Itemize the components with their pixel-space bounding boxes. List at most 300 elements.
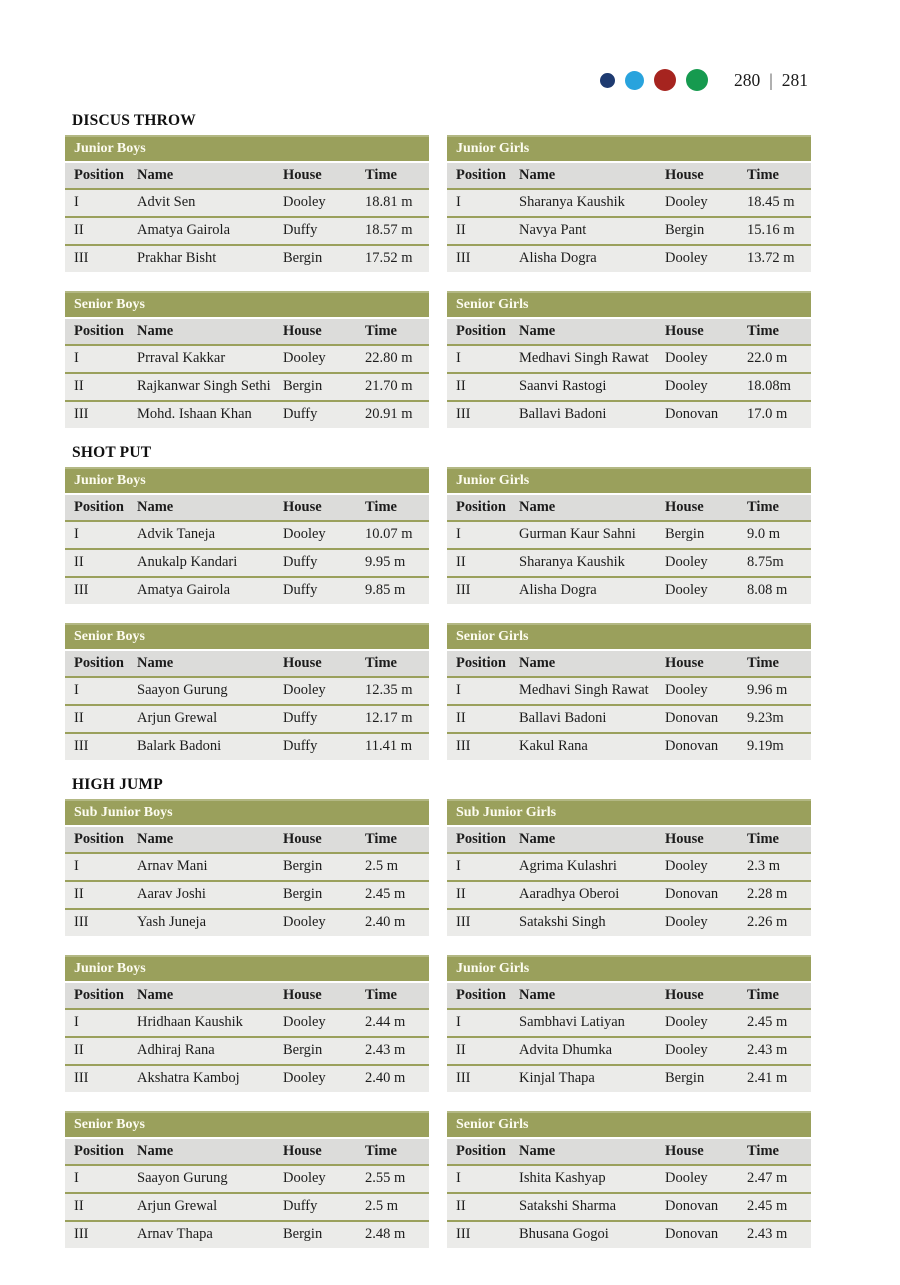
column-header-time: Time <box>365 323 397 339</box>
cell-house: Bergin <box>283 1042 323 1058</box>
cell-house: Dooley <box>283 350 326 366</box>
column-header-house: House <box>283 167 322 183</box>
table-header-row <box>65 319 429 344</box>
table-row <box>447 1192 811 1220</box>
table-header-row <box>447 163 811 188</box>
column-header-house: House <box>665 167 704 183</box>
column-header-position: Position <box>456 499 506 515</box>
column-header-time: Time <box>365 167 397 183</box>
cell-time: 9.95 m <box>365 554 406 570</box>
column-header-name: Name <box>137 831 174 847</box>
column-header-name: Name <box>519 655 556 671</box>
cell-name: Amatya Gairola <box>137 222 231 238</box>
cell-name: Alisha Dogra <box>519 250 597 266</box>
column-header-house: House <box>283 1143 322 1159</box>
cell-position: I <box>456 1014 461 1030</box>
cell-name: Amatya Gairola <box>137 582 231 598</box>
cell-name: Advit Sen <box>137 194 196 210</box>
table-title: Sub Junior Boys <box>65 799 429 825</box>
cell-position: III <box>74 250 89 266</box>
cell-name: Advik Taneja <box>137 526 216 542</box>
column-header-house: House <box>283 499 322 515</box>
table-title: Junior Girls <box>447 467 811 493</box>
column-header-house: House <box>283 987 322 1003</box>
results-table <box>447 799 811 936</box>
column-header-name: Name <box>519 323 556 339</box>
table-row <box>447 880 811 908</box>
cell-house: Duffy <box>283 738 318 754</box>
page-corner-header <box>600 69 808 91</box>
results-table <box>65 135 429 272</box>
cell-name: Saanvi Rastogi <box>519 378 607 394</box>
cell-time: 9.85 m <box>365 582 406 598</box>
table-row <box>447 908 811 936</box>
page-number-right: 281 <box>781 69 808 90</box>
table-row <box>65 188 429 216</box>
column-header-house: House <box>283 655 322 671</box>
cell-time: 2.40 m <box>365 914 406 930</box>
cell-house: Dooley <box>665 582 708 598</box>
table-title: Senior Boys <box>65 623 429 649</box>
cell-time: 22.0 m <box>747 350 788 366</box>
cell-time: 2.48 m <box>365 1226 406 1242</box>
cell-house: Donovan <box>665 1226 719 1242</box>
cell-time: 2.3 m <box>747 858 781 874</box>
cell-name: Medhavi Singh Rawat <box>519 350 649 366</box>
cell-time: 2.43 m <box>747 1042 788 1058</box>
cell-time: 12.35 m <box>365 682 413 698</box>
cell-house: Bergin <box>283 858 323 874</box>
column-header-time: Time <box>365 987 397 1003</box>
table-row <box>65 1036 429 1064</box>
cell-time: 2.28 m <box>747 886 788 902</box>
column-header-time: Time <box>365 831 397 847</box>
cell-position: III <box>74 1070 89 1086</box>
table-row <box>447 188 811 216</box>
column-header-time: Time <box>747 323 779 339</box>
table-title: Senior Boys <box>65 1111 429 1137</box>
cell-house: Dooley <box>283 194 326 210</box>
table-title: Junior Boys <box>65 135 429 161</box>
table-row <box>65 548 429 576</box>
column-header-position: Position <box>456 655 506 671</box>
table-row <box>65 520 429 548</box>
cell-position: II <box>74 1198 84 1214</box>
cell-house: Dooley <box>665 858 708 874</box>
cell-position: III <box>74 406 89 422</box>
results-content <box>65 112 810 1264</box>
cell-time: 17.0 m <box>747 406 788 422</box>
column-header-position: Position <box>74 323 124 339</box>
cell-time: 8.08 m <box>747 582 788 598</box>
cell-name: Sharanya Kaushik <box>519 554 625 570</box>
cell-position: I <box>74 194 79 210</box>
table-row <box>65 1064 429 1092</box>
cell-time: 20.91 m <box>365 406 413 422</box>
cell-position: I <box>74 1170 79 1186</box>
cell-house: Duffy <box>283 582 318 598</box>
cell-time: 9.96 m <box>747 682 788 698</box>
cell-name: Saayon Gurung <box>137 682 228 698</box>
column-header-name: Name <box>137 323 174 339</box>
cell-name: Alisha Dogra <box>519 582 597 598</box>
cell-name: Satakshi Singh <box>519 914 606 930</box>
cell-position: II <box>74 222 84 238</box>
cell-house: Donovan <box>665 738 719 754</box>
table-header-row <box>65 1139 429 1164</box>
cell-house: Dooley <box>665 914 708 930</box>
cell-house: Dooley <box>283 1170 326 1186</box>
cell-name: Gurman Kaur Sahni <box>519 526 636 542</box>
column-header-name: Name <box>137 655 174 671</box>
event-section <box>65 444 810 760</box>
cell-name: Prraval Kakkar <box>137 350 226 366</box>
table-header-row <box>65 495 429 520</box>
table-row <box>65 244 429 272</box>
table-header-row <box>447 983 811 1008</box>
dark-red-dot <box>654 69 676 91</box>
column-header-time: Time <box>747 1143 779 1159</box>
cell-house: Duffy <box>283 406 318 422</box>
event-section <box>65 112 810 428</box>
cell-position: I <box>456 194 461 210</box>
cell-house: Dooley <box>665 554 708 570</box>
cell-name: Medhavi Singh Rawat <box>519 682 649 698</box>
column-header-house: House <box>665 323 704 339</box>
cell-name: Arnav Thapa <box>137 1226 213 1242</box>
column-header-name: Name <box>519 499 556 515</box>
cell-position: III <box>74 914 89 930</box>
cell-house: Duffy <box>283 554 318 570</box>
section-title: DISCUS THROW <box>72 112 196 129</box>
column-header-position: Position <box>456 831 506 847</box>
column-header-house: House <box>283 323 322 339</box>
column-header-position: Position <box>74 1143 124 1159</box>
section-title: HIGH JUMP <box>72 776 163 793</box>
cell-position: III <box>456 1226 471 1242</box>
column-header-house: House <box>283 831 322 847</box>
cell-name: Sambhavi Latiyan <box>519 1014 625 1030</box>
table-row <box>447 548 811 576</box>
table-row <box>65 908 429 936</box>
cell-position: I <box>74 350 79 366</box>
cell-name: Aarav Joshi <box>137 886 206 902</box>
cell-time: 2.40 m <box>365 1070 406 1086</box>
cell-time: 22.80 m <box>365 350 413 366</box>
cell-name: Bhusana Gogoi <box>519 1226 609 1242</box>
cell-time: 2.41 m <box>747 1070 788 1086</box>
column-header-position: Position <box>456 323 506 339</box>
cell-name: Aaradhya Oberoi <box>519 886 620 902</box>
column-header-position: Position <box>74 499 124 515</box>
column-header-time: Time <box>747 499 779 515</box>
cell-house: Dooley <box>665 682 708 698</box>
cell-name: Advita Dhumka <box>519 1042 613 1058</box>
cell-position: III <box>74 582 89 598</box>
cell-time: 10.07 m <box>365 526 413 542</box>
results-table <box>65 955 429 1092</box>
column-header-name: Name <box>137 987 174 1003</box>
cell-position: I <box>74 1014 79 1030</box>
cell-position: I <box>456 350 461 366</box>
cell-time: 2.55 m <box>365 1170 406 1186</box>
cell-house: Bergin <box>283 378 323 394</box>
results-table <box>447 623 811 760</box>
table-row <box>447 852 811 880</box>
cell-house: Bergin <box>665 526 705 542</box>
cell-position: I <box>456 858 461 874</box>
cell-time: 2.43 m <box>365 1042 406 1058</box>
table-row <box>447 1164 811 1192</box>
corner-dots <box>600 69 708 91</box>
table-row <box>447 1220 811 1248</box>
cell-name: Ballavi Badoni <box>519 710 607 726</box>
cell-time: 2.44 m <box>365 1014 406 1030</box>
page-number-left: 280 <box>733 69 761 90</box>
cell-time: 21.70 m <box>365 378 413 394</box>
column-header-name: Name <box>519 1143 556 1159</box>
cell-name: Hridhaan Kaushik <box>137 1014 243 1030</box>
table-header-row <box>447 319 811 344</box>
cell-name: Prakhar Bisht <box>137 250 217 266</box>
table-row <box>65 216 429 244</box>
cell-time: 18.81 m <box>365 194 413 210</box>
column-header-time: Time <box>747 167 779 183</box>
cell-house: Dooley <box>283 1070 326 1086</box>
section-title: SHOT PUT <box>72 444 152 461</box>
column-header-name: Name <box>137 499 174 515</box>
cell-house: Donovan <box>665 710 719 726</box>
table-header-row <box>65 983 429 1008</box>
table-row <box>65 372 429 400</box>
cell-time: 8.75m <box>747 554 784 570</box>
table-row <box>65 704 429 732</box>
cell-time: 9.19m <box>747 738 784 754</box>
column-header-house: House <box>665 499 704 515</box>
column-header-time: Time <box>365 499 397 515</box>
cell-name: Mohd. Ishaan Khan <box>137 406 252 422</box>
cell-house: Bergin <box>665 222 705 238</box>
table-row <box>447 344 811 372</box>
cell-position: III <box>74 738 89 754</box>
cell-time: 9.0 m <box>747 526 781 542</box>
cell-time: 2.5 m <box>365 1198 399 1214</box>
column-header-position: Position <box>456 987 506 1003</box>
cell-house: Dooley <box>665 1042 708 1058</box>
cell-house: Dooley <box>665 250 708 266</box>
table-title: Senior Boys <box>65 291 429 317</box>
table-pair <box>65 799 810 936</box>
table-row <box>447 1064 811 1092</box>
table-header-row <box>447 495 811 520</box>
table-title: Junior Girls <box>447 135 811 161</box>
column-header-position: Position <box>74 987 124 1003</box>
cell-house: Dooley <box>283 526 326 542</box>
cell-time: 2.43 m <box>747 1226 788 1242</box>
results-table <box>65 1111 429 1248</box>
column-header-time: Time <box>365 1143 397 1159</box>
table-row <box>447 400 811 428</box>
cell-name: Balark Badoni <box>137 738 222 754</box>
table-row <box>65 732 429 760</box>
results-table <box>65 467 429 604</box>
cell-position: II <box>74 378 84 394</box>
column-header-position: Position <box>456 167 506 183</box>
cell-position: II <box>456 710 466 726</box>
table-row <box>65 880 429 908</box>
cell-house: Donovan <box>665 406 719 422</box>
column-header-name: Name <box>137 1143 174 1159</box>
table-pair <box>65 955 810 1092</box>
column-header-time: Time <box>747 831 779 847</box>
table-row <box>447 576 811 604</box>
cell-name: Arnav Mani <box>137 858 208 874</box>
table-title: Sub Junior Girls <box>447 799 811 825</box>
table-pair <box>65 1111 810 1248</box>
cell-position: I <box>456 682 461 698</box>
table-title: Junior Girls <box>447 955 811 981</box>
cell-position: III <box>456 738 471 754</box>
cell-time: 17.52 m <box>365 250 413 266</box>
cell-position: III <box>456 582 471 598</box>
cell-position: I <box>456 1170 461 1186</box>
table-title: Junior Boys <box>65 467 429 493</box>
cell-name: Yash Juneja <box>137 914 207 930</box>
table-row <box>65 1164 429 1192</box>
cell-house: Donovan <box>665 1198 719 1214</box>
column-header-house: House <box>665 831 704 847</box>
cell-house: Bergin <box>283 250 323 266</box>
event-section <box>65 776 810 1248</box>
results-table <box>65 291 429 428</box>
cell-time: 2.5 m <box>365 858 399 874</box>
table-header-row <box>65 651 429 676</box>
cell-position: I <box>74 858 79 874</box>
table-row <box>447 676 811 704</box>
page-number-separator: | <box>769 69 773 90</box>
cell-position: I <box>456 526 461 542</box>
cell-position: II <box>74 554 84 570</box>
table-row <box>447 372 811 400</box>
table-row <box>65 1192 429 1220</box>
table-row <box>447 1008 811 1036</box>
table-row <box>447 732 811 760</box>
cell-time: 2.26 m <box>747 914 788 930</box>
cell-time: 2.47 m <box>747 1170 788 1186</box>
navy-dot <box>600 73 615 88</box>
page-numbers <box>734 70 808 91</box>
cell-position: II <box>74 710 84 726</box>
cell-name: Rajkanwar Singh Sethi <box>137 378 271 394</box>
cell-name: Akshatra Kamboj <box>137 1070 240 1086</box>
table-row <box>65 344 429 372</box>
table-row <box>65 1220 429 1248</box>
cell-name: Sharanya Kaushik <box>519 194 625 210</box>
cell-house: Dooley <box>665 194 708 210</box>
cell-house: Bergin <box>283 886 323 902</box>
cell-house: Dooley <box>665 350 708 366</box>
cell-position: I <box>74 526 79 542</box>
cell-position: I <box>74 682 79 698</box>
cell-house: Dooley <box>283 914 326 930</box>
cell-name: Kakul Rana <box>519 738 588 754</box>
column-header-time: Time <box>747 987 779 1003</box>
cell-position: III <box>456 914 471 930</box>
cell-house: Dooley <box>665 1014 708 1030</box>
cell-position: III <box>456 250 471 266</box>
results-table <box>447 135 811 272</box>
table-row <box>65 852 429 880</box>
cell-time: 18.08m <box>747 378 791 394</box>
cell-position: II <box>456 1042 466 1058</box>
column-header-position: Position <box>74 655 124 671</box>
column-header-name: Name <box>519 987 556 1003</box>
cell-house: Duffy <box>283 222 318 238</box>
cell-time: 18.45 m <box>747 194 795 210</box>
cell-position: II <box>456 378 466 394</box>
table-row <box>65 576 429 604</box>
cell-time: 2.45 m <box>747 1198 788 1214</box>
cell-name: Satakshi Sharma <box>519 1198 617 1214</box>
cell-time: 9.23m <box>747 710 784 726</box>
cell-house: Dooley <box>283 1014 326 1030</box>
table-row <box>65 676 429 704</box>
cell-time: 11.41 m <box>365 738 412 754</box>
table-header-row <box>65 827 429 852</box>
cell-time: 15.16 m <box>747 222 795 238</box>
column-header-name: Name <box>137 167 174 183</box>
cell-name: Arjun Grewal <box>137 1198 218 1214</box>
cell-position: II <box>456 554 466 570</box>
cell-house: Duffy <box>283 710 318 726</box>
column-header-house: House <box>665 1143 704 1159</box>
table-header-row <box>447 827 811 852</box>
cell-house: Donovan <box>665 886 719 902</box>
table-pair <box>65 291 810 428</box>
results-table <box>447 467 811 604</box>
table-pair <box>65 467 810 604</box>
cell-position: II <box>456 1198 466 1214</box>
table-header-row <box>447 1139 811 1164</box>
cell-house: Dooley <box>283 682 326 698</box>
table-row <box>447 1036 811 1064</box>
table-row <box>65 400 429 428</box>
cell-position: II <box>456 886 466 902</box>
cell-time: 2.45 m <box>747 1014 788 1030</box>
cell-position: III <box>456 406 471 422</box>
cell-house: Bergin <box>283 1226 323 1242</box>
cell-house: Duffy <box>283 1198 318 1214</box>
table-header-row <box>65 163 429 188</box>
cell-name: Adhiraj Rana <box>137 1042 215 1058</box>
column-header-name: Name <box>519 167 556 183</box>
light-blue-dot <box>625 71 644 90</box>
results-table <box>447 955 811 1092</box>
results-table <box>447 291 811 428</box>
table-row <box>447 704 811 732</box>
cell-name: Anukalp Kandari <box>137 554 238 570</box>
cell-time: 2.45 m <box>365 886 406 902</box>
table-title: Senior Girls <box>447 623 811 649</box>
cell-house: Dooley <box>665 378 708 394</box>
cell-position: II <box>74 886 84 902</box>
table-pair <box>65 135 810 272</box>
results-table <box>447 1111 811 1248</box>
table-row <box>65 1008 429 1036</box>
cell-time: 12.17 m <box>365 710 413 726</box>
column-header-time: Time <box>365 655 397 671</box>
column-header-house: House <box>665 987 704 1003</box>
